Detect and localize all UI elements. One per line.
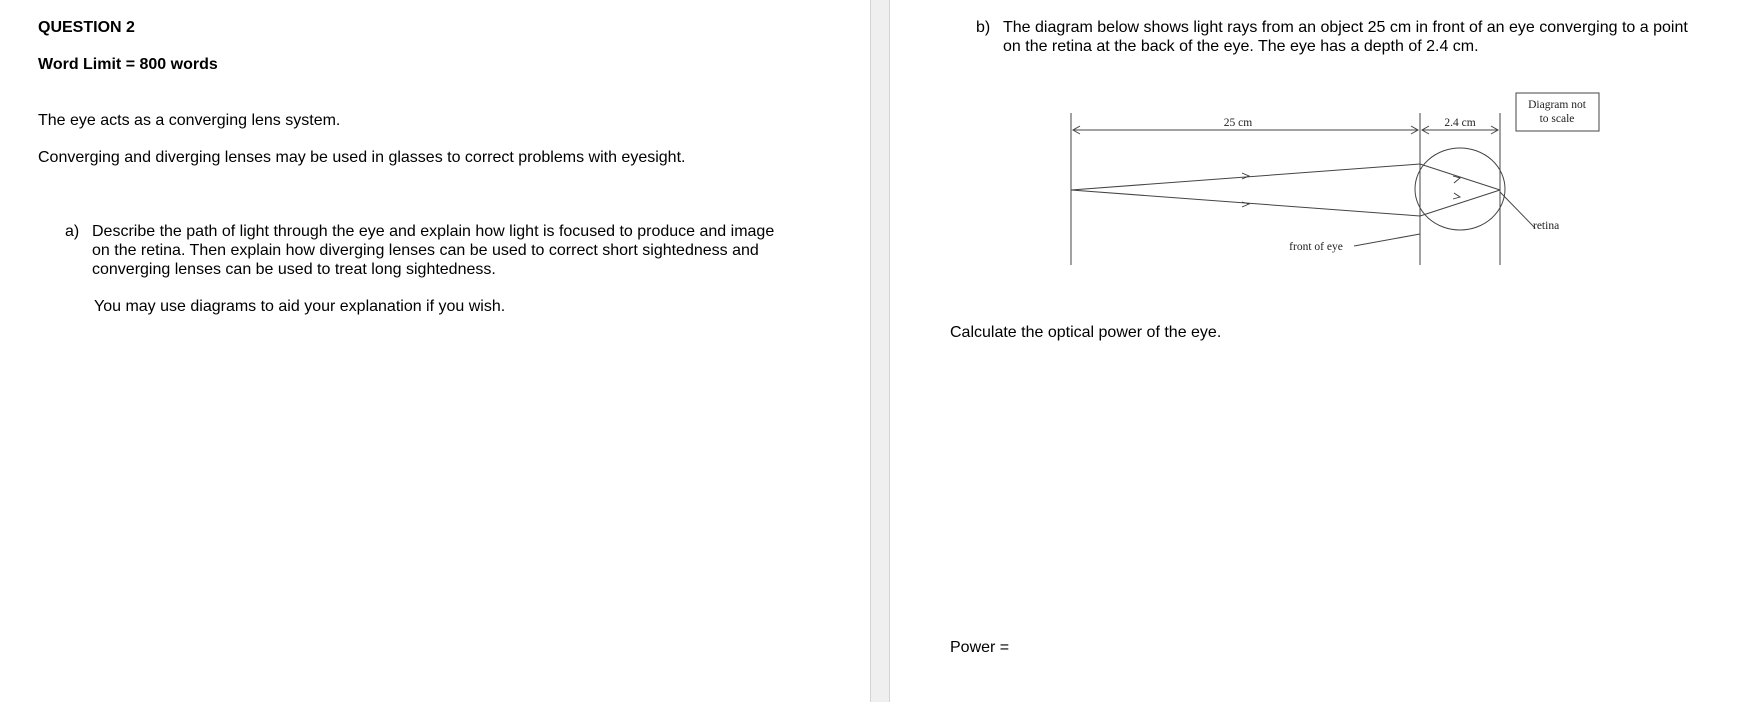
front-of-eye-label: front of eye xyxy=(1289,241,1343,253)
distance-label: 25 cm xyxy=(1223,117,1253,129)
ray-upper-inside xyxy=(1420,164,1500,190)
part-a-line-3: converging lenses can be used to treat long sightedness. xyxy=(92,261,496,278)
right-page xyxy=(890,0,1752,702)
part-a-marker: a) xyxy=(65,223,80,240)
part-a-line-1: Describe the path of light through the eye and explain how light is focused to produce and image xyxy=(92,223,775,240)
front-leader xyxy=(1354,234,1420,246)
note-line-2: to scale xyxy=(1539,113,1575,125)
eye-outline xyxy=(1415,148,1505,230)
part-a-line-2: on the retina. Then explain how diverging lenses can be used to correct short sightedness and xyxy=(92,242,759,259)
part-b-line-2: on the retina at the back of the eye. The eye has a depth of 2.4 cm. xyxy=(1003,38,1479,55)
part-b-marker: b) xyxy=(976,19,991,36)
note-line-1: Diagram not xyxy=(1528,99,1586,111)
answer-label: Power = xyxy=(950,639,1010,656)
eye-ray-diagram xyxy=(1070,88,1586,270)
left-page xyxy=(0,0,870,702)
intro-line-2: Converging and diverging lenses may be used in glasses to correct problems with eyesight. xyxy=(38,149,686,166)
part-b-line-1: The diagram below shows light rays from an object 25 cm in front of an eye converging to a point xyxy=(1003,19,1688,36)
page-gutter xyxy=(870,0,890,702)
word-limit: Word Limit = 800 words xyxy=(38,56,218,73)
ray-lower-inside xyxy=(1420,190,1500,216)
depth-label: 2.4 cm xyxy=(1444,117,1476,129)
ray-upper xyxy=(1071,164,1420,190)
calc-prompt: Calculate the optical power of the eye. xyxy=(950,324,1222,341)
retina-label: retina xyxy=(1533,220,1560,232)
intro-line-1: The eye acts as a converging lens system. xyxy=(38,112,341,129)
retina-leader xyxy=(1500,192,1535,228)
part-a-note: You may use diagrams to aid your explanation if you wish. xyxy=(94,298,506,315)
question-title: QUESTION 2 xyxy=(38,19,135,36)
